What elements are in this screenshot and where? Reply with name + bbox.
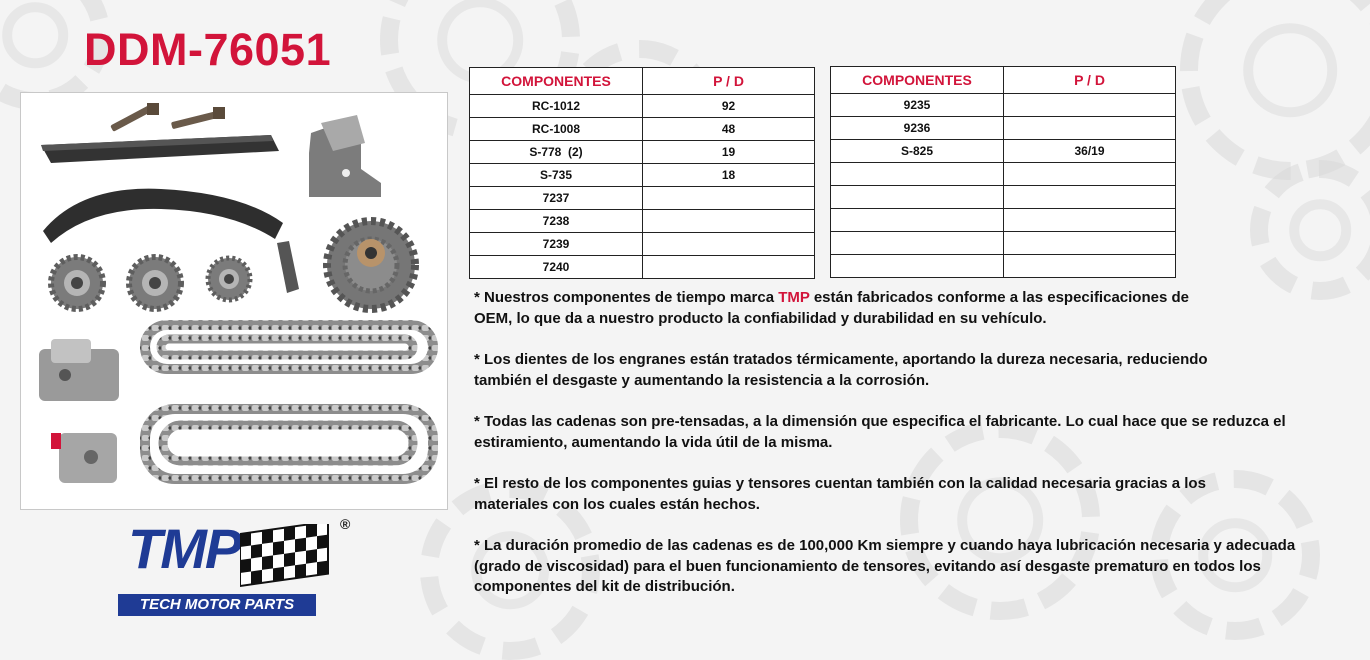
background-gear (1250, 160, 1370, 300)
sprocket-icon (129, 257, 181, 309)
table-row (831, 209, 1176, 232)
table-row (470, 164, 815, 187)
notes-section (474, 288, 1364, 619)
pd-cell (1004, 255, 1176, 278)
table-row (831, 140, 1176, 163)
component-cell: S-778 (2) (470, 141, 643, 164)
pd-cell (1004, 94, 1176, 117)
header-pd: P / D (1004, 67, 1176, 94)
note-paragraph (474, 288, 1204, 329)
component-cell (831, 163, 1004, 186)
component-cell (831, 232, 1004, 255)
sprocket-icon (51, 257, 103, 309)
pd-cell (1004, 163, 1176, 186)
pd-cell (643, 256, 815, 279)
table-row (470, 210, 815, 233)
note-paragraph: * La duración promedio de las cadenas es de 100,000 Km siempre y cuando haya lubricación necesaria y adecuada (grado de viscosidad) para el buen funcionamiento de tensores, evitando así desgaste prematuro en todos los componentes del kit de distribución. (474, 537, 1296, 595)
registered-mark: ® (340, 516, 351, 532)
pd-cell (1004, 117, 1176, 140)
component-cell (831, 209, 1004, 232)
note-text: están fabricados conforme a las especificaciones de OEM, lo que da a nuestro producto la confiabilidad y durabilidad en su vehículo. (474, 289, 1189, 327)
pd-cell (1004, 186, 1176, 209)
checkered-flag-icon (240, 524, 332, 590)
bolt-icon (171, 107, 225, 129)
pd-cell (643, 187, 815, 210)
table-row (470, 141, 815, 164)
note-paragraph: * El resto de los componentes guias y tensores cuentan también con la calidad necesaria gracias a los materiales con los cuales están hechos. (474, 475, 1206, 513)
table-row (831, 163, 1176, 186)
note-paragraph: * Todas las cadenas son pre-tensadas, a la dimensión que especifica el fabricante. Lo cual hace que se reduzca el estiramiento, aumentando la vida útil de la misma. (474, 413, 1286, 451)
pd-cell: 36/19 (1004, 140, 1176, 163)
table-row (831, 94, 1176, 117)
timing-chain-icon (145, 409, 433, 479)
components-table-left (469, 67, 815, 279)
note-paragraph: * Los dientes de los engranes están tratados térmicamente, aportando la dureza necesaria, reduciendo también el desgaste y aumentando la resistencia a la corrosión. (474, 351, 1208, 389)
component-cell: 7240 (470, 256, 643, 279)
component-cell: 7239 (470, 233, 643, 256)
component-cell: 7237 (470, 187, 643, 210)
bolt-icon (110, 103, 159, 132)
pd-cell (1004, 209, 1176, 232)
pd-cell: 92 (643, 95, 815, 118)
page-title: DDM-76051 (84, 24, 332, 75)
tensioner-icon (39, 339, 119, 401)
component-cell: S-735 (470, 164, 643, 187)
timing-chain-icon (145, 325, 433, 369)
table-row (831, 255, 1176, 278)
header-componentes: COMPONENTES (831, 67, 1004, 94)
component-cell: 9235 (831, 94, 1004, 117)
header-componentes: COMPONENTES (470, 68, 643, 95)
pd-cell: 18 (643, 164, 815, 187)
background-gear (1180, 0, 1370, 180)
table-header-row (470, 68, 815, 95)
pd-cell: 48 (643, 118, 815, 141)
components-table-right (830, 66, 1176, 278)
table-row (470, 233, 815, 256)
product-photo (20, 92, 448, 510)
table-row (470, 118, 815, 141)
tmp-logo (118, 516, 368, 620)
pd-cell (643, 233, 815, 256)
table-row (831, 117, 1176, 140)
component-cell: RC-1008 (470, 118, 643, 141)
component-cell: 7238 (470, 210, 643, 233)
logo-brand: TMP (128, 517, 241, 580)
brand-highlight: TMP (778, 289, 810, 306)
table-row (470, 256, 815, 279)
table-row (831, 186, 1176, 209)
timing-kit-illustration (21, 93, 448, 510)
header-pd: P / D (643, 68, 815, 95)
component-cell (831, 255, 1004, 278)
component-cell: 9236 (831, 117, 1004, 140)
component-cell: S-825 (831, 140, 1004, 163)
cam-sprocket-icon (327, 221, 415, 309)
table-row (831, 232, 1176, 255)
logo-tagline: TECH MOTOR PARTS (118, 594, 316, 616)
pd-cell (643, 210, 815, 233)
note-text: * Nuestros componentes de tiempo marca (474, 289, 779, 306)
pd-cell (1004, 232, 1176, 255)
pd-cell: 19 (643, 141, 815, 164)
table-row (470, 95, 815, 118)
component-cell (831, 186, 1004, 209)
component-cell: RC-1012 (470, 95, 643, 118)
table-header-row (831, 67, 1176, 94)
tensioner-icon (51, 433, 117, 483)
sprocket-icon (208, 258, 250, 300)
table-row (470, 187, 815, 210)
